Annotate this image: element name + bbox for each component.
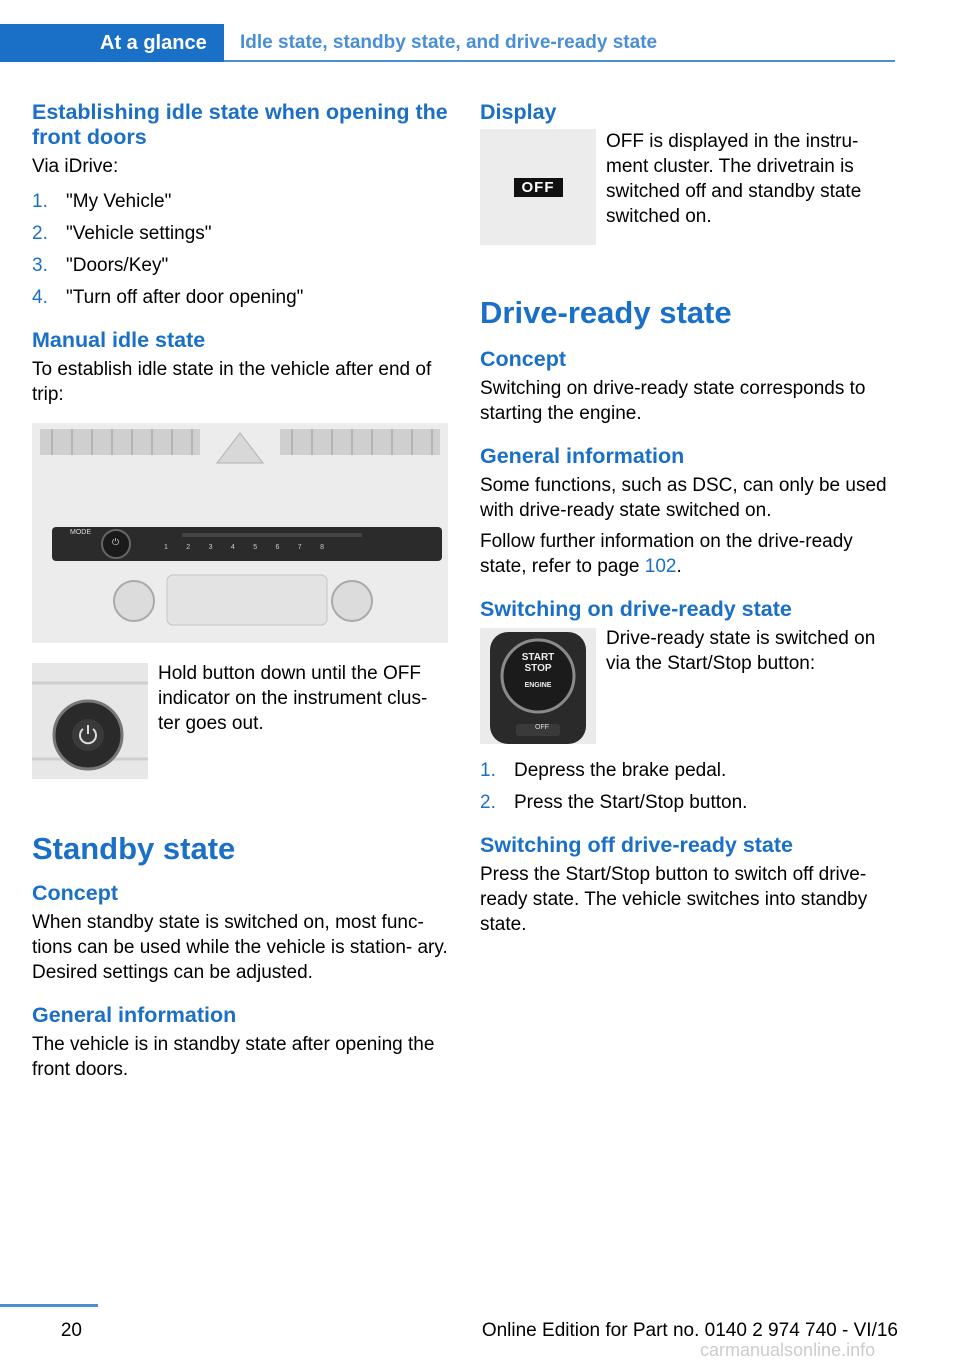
off-label: OFF [535, 724, 549, 731]
button-label-start: START [521, 652, 555, 663]
standby-heading: Standby state [32, 831, 236, 866]
drive-ready-concept-heading: Concept [480, 347, 566, 371]
start-stop-figure [480, 628, 896, 744]
list-item [480, 758, 896, 783]
idle-doors-steps [32, 189, 448, 310]
power-knob-image [32, 663, 148, 779]
preset-button[interactable]: 1 [164, 544, 168, 551]
list-item [32, 221, 448, 246]
watermark: carmanualsonline.info [700, 1340, 876, 1360]
step-number: 1. [480, 760, 496, 781]
preset-button[interactable]: 4 [230, 544, 235, 551]
section-tab[interactable]: At a glance [0, 24, 224, 62]
center-console-image [32, 423, 448, 643]
power-button-figure [32, 663, 448, 779]
preset-button[interactable]: 8 [320, 544, 324, 551]
preset-button[interactable]: 3 [208, 544, 213, 551]
drive-ready-heading: Drive-ready state [480, 295, 732, 330]
drive-ready-concept-text: Switching on drive-ready state corresponds to starting the engine. [480, 378, 866, 424]
display-caption: OFF is displayed in the instru- ment cluster. The drivetrain is switched off and standby state switched on. [606, 131, 862, 227]
switch-off-heading: Switching off drive-ready state [480, 833, 794, 857]
idle-doors-heading: Establishing idle state when opening the front doors [32, 100, 448, 149]
start-stop-button-image [480, 628, 596, 744]
step-text: "Vehicle settings" [66, 223, 212, 244]
chapter-title[interactable]: Idle state, standby state, and drive-ready state [240, 32, 658, 53]
page-link[interactable]: 102 [644, 556, 677, 577]
step-number: 4. [32, 287, 48, 308]
start-stop-caption: Drive-ready state is switched on via the Start/Stop button: [606, 628, 876, 674]
step-number: 1. [32, 191, 48, 212]
step-text: Press the Start/Stop button. [514, 792, 748, 813]
display-figure [480, 129, 896, 245]
step-number: 3. [32, 255, 48, 276]
left-column [32, 100, 448, 1082]
manual-idle-heading: Manual idle state [32, 328, 206, 352]
switch-off-text: Press the Start/Stop button to switch off drive- ready state. The vehicle switches into standby state. [480, 864, 868, 935]
list-item [32, 253, 448, 278]
preset-button[interactable]: 5 [253, 544, 258, 551]
edition-text: Online Edition for Part no. 0140 2 974 740 - VI/16 [481, 1320, 898, 1341]
footer-rule [0, 1304, 98, 1307]
standby-concept-text: When standby state is switched on, most func- tions can be used while the vehicle is station- ary. Desired settings can be adjusted. [32, 912, 448, 983]
page-number: 20 [60, 1320, 82, 1341]
reference-suffix: . [676, 556, 682, 577]
power-button-caption: Hold button down until the OFF indicator on the instrument clus- ter goes out. [158, 663, 428, 734]
step-number: 2. [32, 223, 48, 244]
step-number: 2. [480, 792, 496, 813]
mode-label: MODE [70, 529, 91, 536]
list-item [32, 285, 448, 310]
standby-general-heading: General information [32, 1003, 237, 1027]
header-rule [224, 60, 895, 62]
step-text: "Doors/Key" [66, 255, 169, 276]
preset-button[interactable]: 2 [186, 544, 191, 551]
standby-general-text: The vehicle is in standby state after opening the front doors. [32, 1034, 435, 1080]
start-stop-text [502, 652, 574, 691]
center-console-illustration [32, 423, 448, 643]
list-item [480, 790, 896, 815]
preset-button[interactable]: 7 [297, 544, 302, 551]
list-item [32, 189, 448, 214]
drive-ready-reference [480, 529, 896, 579]
preset-buttons [164, 544, 324, 551]
reference-prefix: Follow further information on the drive-ready state, refer to page [480, 531, 853, 577]
preset-button[interactable]: 6 [275, 544, 280, 551]
standby-concept-heading: Concept [32, 881, 118, 905]
switch-on-heading: Switching on drive-ready state [480, 597, 792, 621]
right-column [480, 100, 896, 937]
drive-ready-general-text: Some functions, such as DSC, can only be used with drive-ready state switched on. [480, 475, 887, 521]
display-heading: Display [480, 100, 557, 124]
idle-doors-intro: Via iDrive: [32, 156, 119, 177]
off-indicator-label: OFF [514, 178, 563, 197]
switch-on-steps [480, 758, 896, 815]
power-knob-illustration [32, 663, 148, 779]
step-text: Depress the brake pedal. [514, 760, 727, 781]
step-text: "My Vehicle" [66, 191, 172, 212]
step-text: "Turn off after door opening" [66, 287, 304, 308]
power-icon[interactable]: ⏻ [112, 537, 120, 547]
off-indicator-image [480, 129, 596, 245]
drive-ready-general-heading: General information [480, 444, 685, 468]
manual-idle-text: To establish idle state in the vehicle after end of trip: [32, 359, 432, 405]
off-switch[interactable] [522, 724, 562, 731]
button-label-engine: ENGINE [524, 682, 552, 689]
button-label-stop: STOP [524, 663, 552, 674]
page-header [0, 24, 895, 62]
